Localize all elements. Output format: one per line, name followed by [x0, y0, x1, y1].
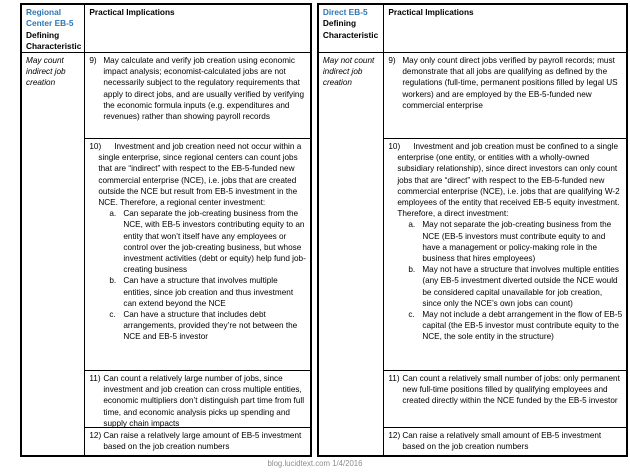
regional-item-11-cell [85, 371, 311, 428]
regional-item-10-cell [85, 139, 311, 371]
sub-item-text: May not have a structure that involves multiple entities (any EB-5 investment diverted outside the NCE would be considered capital unavailable for job creation, since only the NCE’s own jobs can count) [422, 265, 619, 308]
sub-item-a [408, 219, 623, 264]
sub-item-letter: b. [408, 265, 416, 275]
item-number: 11) [89, 374, 101, 383]
implication-item-11 [388, 373, 623, 407]
regional-center-table [20, 3, 312, 457]
regional-item-12-cell [85, 428, 311, 457]
item-text: Can raise a relatively small amount of EB-5 investment based on the job creation numbers [402, 431, 602, 452]
sub-item-text: May not separate the job-creating business from the NCE (EB-5 investors must contribute equity to and have a management or policy-making role in the business that hires employees) [422, 220, 612, 264]
implication-item-12 [89, 430, 307, 452]
implication-item-10 [388, 141, 623, 219]
characteristic-text: May count indirect job creation [26, 56, 66, 88]
table-row [21, 53, 311, 139]
implication-item-9 [388, 55, 623, 111]
implication-item-11 [89, 373, 307, 427]
direct-eb5-title: Direct EB-5 [322, 7, 368, 17]
table-row [318, 53, 627, 139]
direct-item-12-cell [384, 428, 627, 457]
sub-item-list [109, 208, 307, 342]
regional-implications-header-cell [85, 4, 311, 53]
sub-item-a [109, 208, 307, 275]
sub-item-b [408, 264, 623, 309]
comparison-tables [20, 3, 628, 457]
item-text: Investment and job creation need not occur within a single enterprise, since regional centers can count jobs that are “indirect” with respect to the EB-5-funded new commercial enterprise (NCE), i.e. jobs that are created outside the NCE but result from EB-5 investment in the NCE. Therefore, a regional center investment: [98, 142, 302, 208]
practical-implications-heading: Practical Implications [388, 7, 474, 17]
regional-center-title: Regional Center EB-5 [26, 7, 74, 29]
implication-item-12 [388, 430, 623, 452]
direct-item-9-cell [384, 53, 627, 139]
sub-item-c [408, 309, 623, 343]
implication-item-9 [89, 55, 307, 122]
sub-item-list [408, 219, 623, 342]
item-text: May only count direct jobs verified by payroll records; must demonstrate that all jobs are qualifying as defined by the regulations (full-time, permanent positions filled by legal US workers) and are employed by the EB-5-funded new commercial enterprise [402, 56, 618, 110]
item-number: 12) [388, 431, 401, 440]
direct-eb5-table [317, 3, 628, 457]
sub-item-c [109, 309, 307, 343]
item-text: Investment and job creation must be confined to a single enterprise (one entity, or entities with a wholly-owned subsidiary relationship), since direct investors can only count jobs that are “direct” with respect to the EB-5-funded new commercial enterprise (NCE), i.e. jobs that are qualifying W-2 employees of the entity that received EB-5 equity investment. Therefore, a direct investment: [397, 142, 620, 219]
sub-item-letter: b. [109, 276, 117, 286]
defining-characteristic-label: Defining Characteristic [322, 18, 379, 40]
direct-implications-header-cell [384, 4, 627, 53]
direct-item-10-cell [384, 139, 627, 371]
item-number: 9) [388, 56, 396, 65]
item-text: May calculate and verify job creation using economic impact analysis; economist-calculated jobs are not necessarily subject to the regulatory requirements that apply to direct jobs, and are usually verified by verifying the economic formula inputs (e.g. expenditures and revenues) rather than showing payroll records [103, 56, 305, 122]
sub-item-letter: a. [408, 220, 416, 230]
characteristic-text: May not count indirect job creation [322, 56, 375, 88]
sub-item-text: Can have a structure that involves multiple entities, since job creation and thus investment can extend beyond the NCE [123, 276, 294, 308]
item-text: Can raise a relatively large amount of EB-5 investment based on the job creation numbers [103, 431, 302, 452]
footer-attribution: blog.lucidtext.com 1/4/2016 [267, 459, 363, 468]
direct-item-11-cell [384, 371, 627, 428]
regional-defining-header-cell [21, 4, 85, 53]
item-text: Can count a relatively small number of jobs: only permanent new full-time positions filled by qualifying employees and created directly within the NCE funded by the EB-5 investor [402, 374, 620, 406]
item-number: 10) [388, 142, 401, 151]
item-number: 10) [89, 142, 102, 151]
regional-characteristic-cell [21, 53, 85, 457]
sub-item-text: Can have a structure that includes debt arrangements, provided they’re not between the NCE and EB-5 investor [123, 310, 298, 342]
direct-characteristic-cell [318, 53, 384, 457]
item-number: 12) [89, 431, 102, 440]
sub-item-letter: a. [109, 209, 117, 219]
regional-item-9-cell [85, 53, 311, 139]
table-header-row [318, 4, 627, 53]
sub-item-text: Can separate the job-creating business from the NCE, with EB-5 investors contributing equity to an entity that won’t itself have any employees or control over the job-creating business, but whose investment activities (debt or equity) help fund job-creating business [123, 209, 306, 275]
implication-item-10 [89, 141, 307, 208]
sub-item-letter: c. [408, 310, 415, 320]
sub-item-letter: c. [109, 310, 116, 320]
item-number: 11) [388, 374, 400, 383]
practical-implications-heading: Practical Implications [89, 7, 175, 17]
table-header-row [21, 4, 311, 53]
item-number: 9) [89, 56, 97, 65]
direct-defining-header-cell [318, 4, 384, 53]
defining-characteristic-label: Defining Characteristic [26, 29, 82, 52]
sub-item-b [109, 275, 307, 309]
item-text: Can count a relatively large number of jobs, since investment and job creation can cross multiple entities, economic multipliers don’t distinguish part time from full time, and economic analysis picks up spending and supply chain impacts [103, 374, 305, 427]
sub-item-text: May not include a debt arrangement in the flow of EB-5 capital (the EB-5 investor must contribute equity to the NCE, the sole entity in the structure) [422, 310, 623, 342]
